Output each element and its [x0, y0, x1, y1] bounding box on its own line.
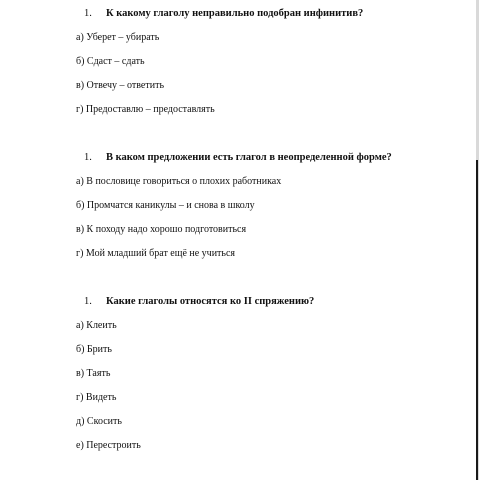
- option-a: а) В пословице говориться о плохих работниках: [76, 176, 282, 187]
- question-title: К какому глаголу неправильно подобран инфинитив?: [106, 8, 364, 19]
- option-b: б) Брить: [76, 344, 112, 355]
- option-c: в) Таять: [76, 368, 111, 379]
- option-d: г) Мой младший брат ещё не учиться: [76, 248, 236, 259]
- question-title: Какие глаголы относятся ко II спряжению?: [106, 296, 315, 307]
- question-number: 1.: [84, 152, 92, 163]
- question-number: 1.: [84, 8, 92, 19]
- option-f: е) Перестроить: [76, 440, 141, 451]
- option-b: б) Промчатся каникулы – и снова в школу: [76, 200, 255, 211]
- option-b: б) Сдаст – сдать: [76, 56, 145, 67]
- option-e: д) Скосить: [76, 416, 122, 427]
- option-a: а) Клеить: [76, 320, 117, 331]
- option-d: г) Видеть: [76, 392, 117, 403]
- option-c: в) Отвечу – ответить: [76, 80, 165, 91]
- question-number: 1.: [84, 296, 92, 307]
- question-title: В каком предложении есть глагол в неопределенной форме?: [106, 152, 392, 163]
- option-d: г) Предоставлю – предоставлять: [76, 104, 215, 115]
- option-c: в) К походу надо хорошо подготовиться: [76, 224, 247, 235]
- option-a: а) Уберет – убирать: [76, 32, 160, 43]
- page-edge-shadow: [476, 160, 478, 480]
